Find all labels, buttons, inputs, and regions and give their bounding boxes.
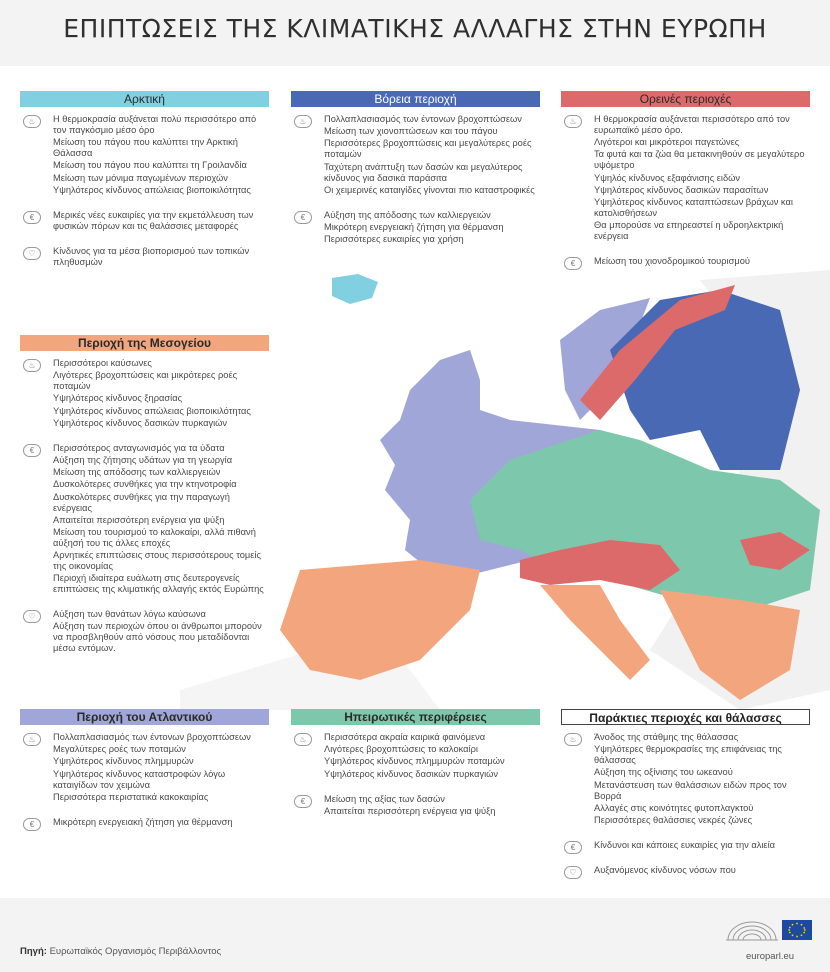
atlantic-item: Μεγαλύτερες ροές των ποταμών — [53, 744, 186, 755]
atlantic-group-temperature — [20, 732, 269, 803]
section-mediterranean — [20, 335, 269, 654]
section-north-heading: Βόρεια περιοχή — [291, 91, 540, 107]
atlantic-item: Υψηλότερος κίνδυνος καταστροφών λόγω καταιγίδων τον χειμώνα — [53, 768, 226, 790]
mediterranean-item: Περιοχή ιδιαίτερα ευάλωτη στις δευτερογενείς επιπτώσεις της κλιματικής αλλαγής εκτός Ευρώπης — [53, 573, 264, 595]
coastal-group-health — [561, 865, 810, 876]
thermometer-icon: ♨ — [294, 115, 312, 128]
arctic-item: Μείωση των μόνιμα παγωμένων περιοχών — [53, 172, 228, 183]
atlantic-group-economy — [20, 817, 269, 828]
section-continental — [291, 709, 540, 817]
mountain-item: Τα φυτά και τα ζώα θα μετακινηθούν σε μεγαλύτερο υψόμετρο — [594, 149, 805, 171]
coastal-item: Περισσότερες θαλάσσιες νεκρές ζώνες — [594, 814, 753, 825]
mediterranean-item: Αρνητικές επιπτώσεις στους περισσότερους τομείς της οικονομίας — [53, 550, 261, 572]
continental-item: Λιγότερες βροχοπτώσεις το καλοκαίρι — [324, 744, 478, 755]
coastal-item: Αύξηση της οξίνισης του ωκεανού — [594, 767, 733, 778]
mediterranean-item: Περισσότερος ανταγωνισμός για τα ύδατα — [53, 442, 225, 453]
mediterranean-item: Υψηλότερος κίνδυνος ξηρασίας — [53, 393, 183, 404]
mediterranean-group-economy — [20, 443, 269, 596]
north-group-temperature — [291, 114, 540, 196]
mediterranean-item: Δυσκολότερες συνθήκες για την κτηνοτροφία — [53, 479, 237, 490]
arctic-item: Κίνδυνος για τα μέσα βιοπορισμού των τοπικών πληθυσμών — [53, 245, 250, 267]
arctic-group-economy — [20, 210, 269, 232]
mountain-group-economy — [561, 256, 810, 267]
map-region-mediterranean-italy — [540, 585, 650, 680]
section-arctic-heading: Αρκτική — [20, 91, 269, 107]
continental-group-economy — [291, 794, 540, 817]
page-title: ΕΠΙΠΤΩΣΕΙΣ ΤΗΣ ΚΛΙΜΑΤΙΚΗΣ ΑΛΛΑΓΗΣ ΣΤΗΝ ΕΥΡΩΠΗ — [63, 14, 767, 43]
continental-group-temperature — [291, 732, 540, 780]
section-arctic — [20, 91, 269, 268]
mediterranean-group-health — [20, 609, 269, 654]
heart-icon: ♡ — [23, 247, 41, 260]
mediterranean-item: Μείωση του τουρισμού το καλοκαίρι, αλλά πιθανή αύξησή του τις άλλες εποχές — [53, 526, 256, 548]
arctic-item: Μερικές νέες ευκαιρίες για την εκμετάλλευση των φυσικών πόρων και τις θαλάσσιες μεταφορές — [53, 209, 254, 231]
coastal-item: Υψηλότερες θερμοκρασίες της επιφάνειας της θάλασσας — [594, 744, 782, 766]
section-coastal-heading: Παράκτιες περιοχές και θάλασσες — [561, 709, 810, 725]
footer — [0, 898, 830, 972]
mountain-item: Η θερμοκρασία αυξάνεται περισσότερο από τον ευρωπαϊκό μέσο όρο. — [594, 114, 790, 135]
thermometer-icon: ♨ — [23, 359, 41, 372]
north-item: Οι χειμερινές καταιγίδες γίνονται πιο καταστροφικές — [324, 184, 535, 195]
europe-region-map — [180, 270, 830, 710]
north-item: Πολλαπλασιασμός των έντονων βροχοπτώσεων — [324, 114, 522, 124]
coastal-item: Μετανάστευση των θαλάσσιων ειδών προς τον Βορρά — [594, 779, 787, 801]
mediterranean-item: Δυσκολότερες συνθήκες για την παραγωγή ενέργειας — [53, 491, 230, 513]
mediterranean-item: Αύξηση της ζήτησης υδάτων για τη γεωργία — [53, 454, 233, 465]
section-mountain — [561, 91, 810, 267]
north-item: Περισσότερες ευκαιρίες για χρήση — [324, 234, 464, 245]
thermometer-icon: ♨ — [564, 733, 582, 746]
mountain-item: Υψηλότερος κίνδυνος δασικών παρασίτων — [594, 184, 769, 195]
north-item: Περισσότερες βροχοπτώσεις και μεγαλύτερες ροές ποταμών — [324, 138, 532, 160]
arctic-group-temperature — [20, 114, 269, 196]
north-group-economy — [291, 210, 540, 245]
heart-icon: ♡ — [23, 610, 41, 623]
arctic-item: Η θερμοκρασία αυξάνεται πολύ περισσότερο από τον παγκόσμιο μέσο όρο — [53, 114, 257, 135]
arctic-item: Υψηλότερος κίνδυνος απώλειας βιοποικιλότητας — [53, 184, 251, 195]
section-continental-heading: Ηπειρωτικές περιφέρειες — [291, 709, 540, 725]
continental-item: Απαιτείται περισσότερη ενέργεια για ψύξη — [324, 805, 496, 816]
coastal-item: Αυξανόμενος κίνδυνος νόσων που — [594, 864, 736, 875]
thermometer-icon: ♨ — [294, 733, 312, 746]
european-parliament-logo-icon — [726, 914, 816, 944]
coastal-item: Αλλαγές στις κοινότητες φυτοπλαγκτού — [594, 802, 754, 813]
mountain-item: Υψηλότερος κίνδυνος καταπτώσεων βράχων και κατολισθήσεων — [594, 196, 793, 218]
atlantic-item: Υψηλότερος κίνδυνος πλημμυρών — [53, 756, 194, 767]
section-mountain-heading: Ορεινές περιοχές — [561, 91, 810, 107]
heart-icon: ♡ — [564, 866, 582, 879]
euro-icon: € — [23, 211, 41, 224]
mountain-item: Μείωση του χιονοδρομικού τουρισμού — [594, 256, 750, 267]
arctic-item: Μείωση του πάγου που καλύπτει τη Γροιλανδία — [53, 160, 247, 171]
section-north — [291, 91, 540, 245]
section-mediterranean-heading: Περιοχή της Μεσογείου — [20, 335, 269, 351]
source-line — [20, 946, 221, 957]
coastal-group-economy — [561, 840, 810, 851]
north-item: Μικρότερη ενεργειακή ζήτηση για θέρμανση — [324, 221, 504, 232]
mediterranean-item: Υψηλότερος κίνδυνος απώλειας βιοποικιλότητας — [53, 405, 251, 416]
source-label: Πηγή: — [20, 946, 47, 957]
section-atlantic-heading: Περιοχή του Ατλαντικού — [20, 709, 269, 725]
mediterranean-item: Περισσότεροι καύσωνες — [53, 358, 152, 368]
section-coastal — [561, 709, 810, 876]
coastal-item: Άνοδος της στάθμης της θάλασσας — [594, 732, 739, 742]
euro-icon: € — [564, 841, 582, 854]
mountain-group-temperature — [561, 114, 810, 242]
euro-icon: € — [23, 818, 41, 831]
arctic-group-health — [20, 246, 269, 268]
thermometer-icon: ♨ — [23, 115, 41, 128]
north-item: Μείωση των χιονοπτώσεων και του πάγου — [324, 126, 498, 137]
mediterranean-item: Αύξηση των περιοχών όπου οι άνθρωποι μπορούν να προσβληθούν από νόσους που μεταδίδονται μέσω εντόμων. — [53, 621, 262, 654]
mediterranean-item: Αύξηση των θανάτων λόγω καύσωνα — [53, 609, 206, 620]
euro-icon: € — [294, 211, 312, 224]
continental-item: Μείωση της αξίας των δασών — [324, 793, 445, 804]
coastal-item: Κίνδυνοι και κάποιες ευκαιρίες για την αλιεία — [594, 839, 776, 850]
mediterranean-item: Υψηλότερος κίνδυνος δασικών πυρκαγιών — [53, 417, 228, 428]
source-text: Ευρωπαϊκός Οργανισμός Περιβάλλοντος — [49, 946, 222, 957]
mediterranean-group-temperature — [20, 358, 269, 429]
thermometer-icon: ♨ — [23, 733, 41, 746]
mediterranean-item: Μείωση της απόδοσης των καλλιεργειών — [53, 467, 221, 478]
coastal-group-temperature — [561, 732, 810, 826]
atlantic-item: Περισσότερα περιστατικά κακοκαιρίας — [53, 791, 209, 802]
europarl-link[interactable]: europarl.eu — [746, 951, 795, 962]
continental-item: Υψηλότερος κίνδυνος δασικών πυρκαγιών — [324, 768, 499, 779]
atlantic-item: Πολλαπλασιασμός των έντονων βροχοπτώσεων — [53, 732, 251, 742]
arctic-item: Μείωση του πάγου που καλύπτει την Αρκτική Θάλασσα — [53, 137, 238, 159]
north-item: Αύξηση της απόδοσης των καλλιεργειών — [324, 209, 491, 220]
euro-icon: € — [294, 795, 312, 808]
north-item: Ταχύτερη ανάπτυξη των δασών και μεγαλύτερος κίνδυνος για δασικά παράσιτα — [324, 161, 523, 183]
mountain-item: Θα μπορούσε να επηρεαστεί η υδροηλεκτρική ενέργεια — [594, 220, 784, 242]
continental-item: Υψηλότερος κίνδυνος πλημμυρών ποταμών — [324, 756, 505, 767]
map-region-mediterranean-iberia — [280, 560, 480, 680]
mountain-item: Υψηλός κίνδυνος εξαφάνισης ειδών — [594, 172, 741, 183]
mediterranean-item: Λιγότερες βροχοπτώσεις και μικρότερες ροές ποταμών — [53, 370, 238, 392]
section-atlantic — [20, 709, 269, 828]
thermometer-icon: ♨ — [564, 115, 582, 128]
mediterranean-item: Απαιτείται περισσότερη ενέργεια για ψύξη — [53, 514, 225, 525]
continental-item: Περισσότερα ακραία καιρικά φαινόμενα — [324, 732, 486, 742]
atlantic-item: Μικρότερη ενεργειακή ζήτηση για θέρμανση — [53, 816, 233, 827]
euro-icon: € — [564, 257, 582, 270]
mountain-item: Λιγότεροι και μικρότεροι παγετώνες — [594, 137, 740, 148]
map-iceland — [332, 274, 378, 304]
euro-icon: € — [23, 444, 41, 457]
